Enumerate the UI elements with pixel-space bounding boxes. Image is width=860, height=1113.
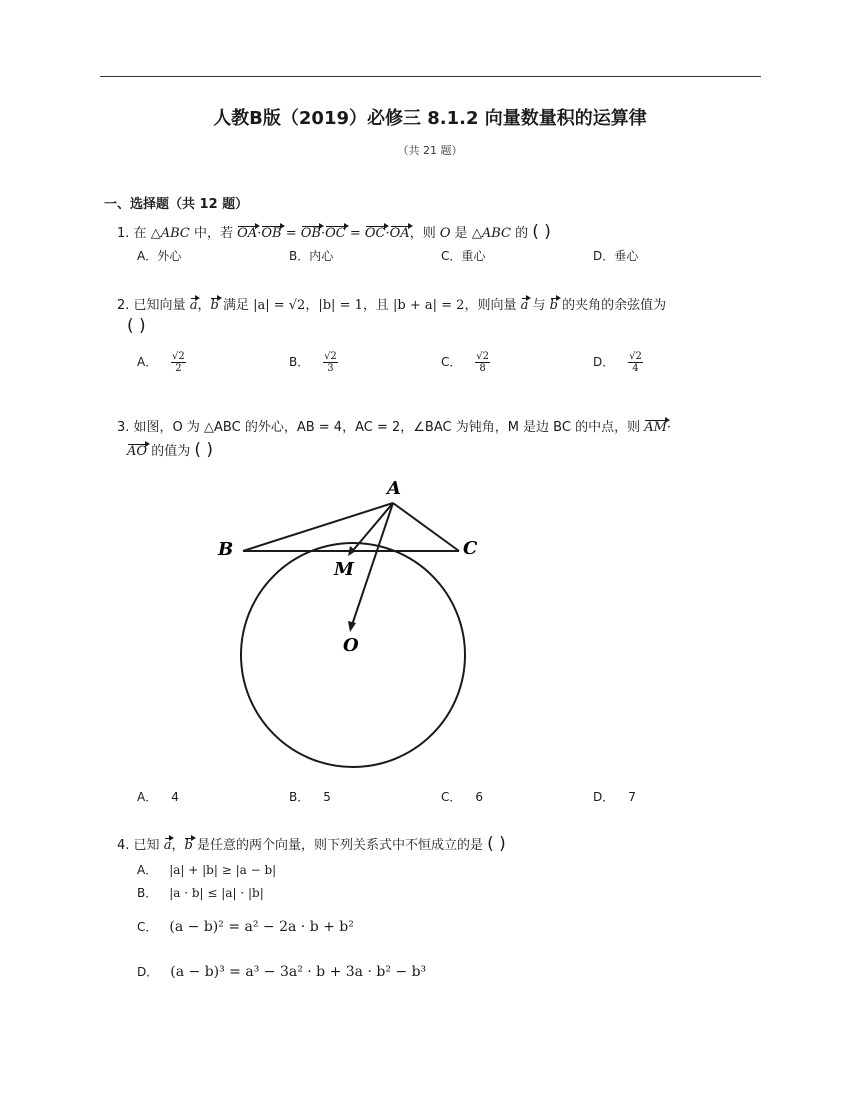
answer-blank: ( ) [532, 222, 551, 242]
question-1-stem: 1. 在 △ABC 中，若 OA·OB = OB·OC = OC·OA，则 O 是 △ABC 的 ( ) [117, 222, 551, 242]
question-3-stem-cont: AO 的值为 ( ) [127, 440, 214, 460]
q3-option-a: A． 4 [137, 790, 179, 804]
q4-option-b: B． |a · b| ≤ |a| · |b| [137, 886, 264, 900]
q1-option-c: C．重心 [441, 249, 486, 263]
label-o: O [343, 635, 359, 656]
question-2-answer-blank: ( ) [127, 316, 146, 336]
q3-option-d: D． 7 [593, 790, 636, 804]
label-a: A [387, 478, 401, 499]
q4-option-a: A． |a| + |b| ≥ |a − b| [137, 863, 277, 877]
segment-ac [393, 503, 459, 551]
q3-option-b: B． 5 [289, 790, 331, 804]
circumcircle-figure [200, 470, 500, 780]
q2-option-b: B． $\frac{√2}{3}$ [289, 351, 337, 374]
question-4-stem: 4. 已知 a，b 是任意的两个向量，则下列关系式中不恒成立的是 ( ) [117, 834, 506, 854]
section-heading: 一、选择题（共 12 题） [104, 197, 249, 212]
label-c: C [463, 538, 478, 559]
top-rule [100, 76, 761, 77]
q4-option-c: C． (a − b)² = a² − 2a · b + b² [137, 919, 354, 935]
q2-option-d: D． $\frac{√2}{4}$ [593, 351, 642, 374]
q2-option-a: A． $\frac{√2}{2}$ [137, 351, 185, 374]
q2-option-c: C． $\frac{√2}{8}$ [441, 351, 489, 374]
q1-option-b: B．内心 [289, 249, 334, 263]
vector-ao [351, 503, 393, 628]
q1-option-a: A．外心 [137, 249, 182, 263]
label-m: M [334, 559, 354, 580]
label-b: B [218, 539, 234, 560]
question-count: （共 21 题） [397, 144, 463, 157]
q3-option-c: C． 6 [441, 790, 484, 804]
q1-option-d: D．垂心 [593, 249, 639, 263]
page-title: 人教B版（2019）必修三 8.1.2 向量数量积的运算律 [213, 108, 647, 129]
question-2-stem: 2. 已知向量 a，b 满足 |a| = √2，|b| = 1，且 |b + a| = 2，则向量 a 与 b 的夹角的余弦值为 [117, 298, 667, 313]
question-3-stem: 3. 如图，O 为 △ABC 的外心，AB = 4，AC = 2，∠BAC 为钝角，M 是边 BC 的中点，则 AM· [117, 420, 672, 435]
arrowhead-ao [348, 621, 356, 632]
q4-option-d: D． (a − b)³ = a³ − 3a² · b + 3a · b² − b³ [137, 964, 427, 980]
